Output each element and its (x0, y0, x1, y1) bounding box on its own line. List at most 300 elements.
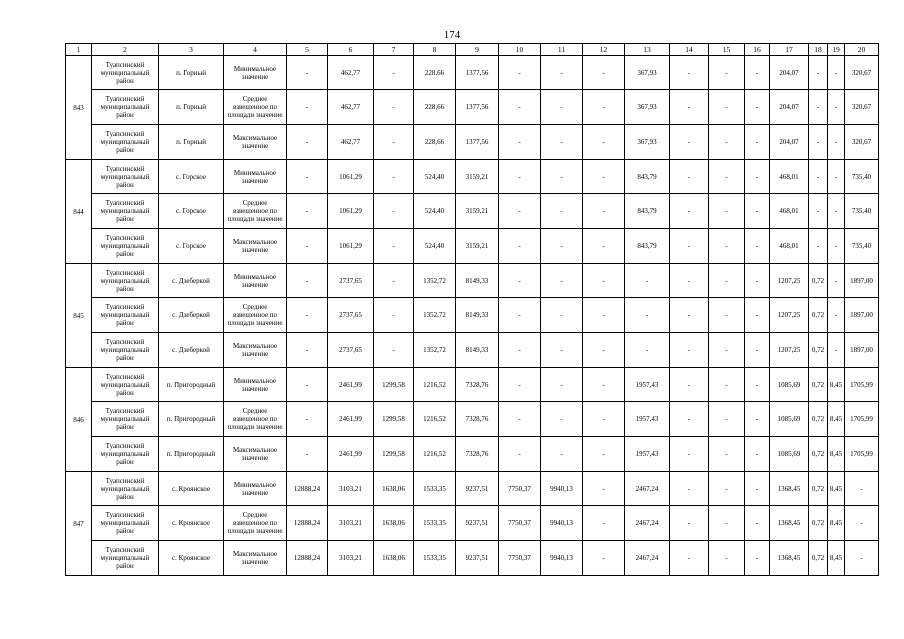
table-cell: 9940,13 (541, 541, 583, 576)
table-cell: - (845, 541, 879, 576)
table-cell: с. Дзеберкой (159, 333, 224, 368)
table-cell: - (583, 194, 625, 229)
table-cell: 1216,52 (414, 368, 456, 402)
table-cell: - (845, 506, 879, 541)
table-cell: - (287, 125, 328, 160)
table-cell: - (670, 472, 709, 506)
table-cell: - (374, 298, 414, 333)
table-cell: 1957,43 (625, 368, 670, 402)
table-cell: - (670, 264, 709, 298)
column-header: 16 (745, 44, 770, 56)
table-cell: - (583, 56, 625, 90)
table-cell: с. Дзеберкой (159, 264, 224, 298)
table-cell: 1377,56 (456, 56, 499, 90)
table-cell: Среднее взвешенное по площади значение (224, 402, 287, 437)
table-cell: 1061,29 (328, 194, 374, 229)
table-cell: 228,66 (414, 56, 456, 90)
table-cell: - (287, 368, 328, 402)
table-cell: 1352,72 (414, 333, 456, 368)
table-cell: - (828, 125, 845, 160)
column-header: 6 (328, 44, 374, 56)
table-cell: 0,72 (809, 402, 828, 437)
table-cell: - (499, 194, 541, 229)
table-cell: 1957,43 (625, 402, 670, 437)
table-cell: 367,93 (625, 125, 670, 160)
column-header: 5 (287, 44, 328, 56)
column-header: 10 (499, 44, 541, 56)
table-cell: - (374, 333, 414, 368)
table-cell: 843,79 (625, 229, 670, 264)
table-cell: 468,01 (770, 229, 809, 264)
table-cell: - (541, 402, 583, 437)
table-cell: 0,72 (809, 368, 828, 402)
table-row (66, 229, 879, 264)
table-cell: - (745, 56, 770, 90)
table-cell: - (670, 56, 709, 90)
column-header: 4 (224, 44, 287, 56)
table-cell: - (670, 229, 709, 264)
table-cell: Максимальное значение (224, 333, 287, 368)
table-cell: - (709, 506, 745, 541)
table-cell: - (374, 90, 414, 125)
table-row (66, 125, 879, 160)
table-cell: Туапсинский муниципальный район (92, 506, 159, 541)
table-cell: - (583, 368, 625, 402)
table-cell: 1352,72 (414, 264, 456, 298)
table-cell: Туапсинский муниципальный район (92, 472, 159, 506)
table-cell: 9237,51 (456, 472, 499, 506)
table-cell: - (809, 90, 828, 125)
table-cell: 228,66 (414, 90, 456, 125)
table-row (66, 333, 879, 368)
table-cell: - (625, 264, 670, 298)
table-cell: 8149,33 (456, 298, 499, 333)
table-cell: 320,67 (845, 90, 879, 125)
table-cell: с. Горское (159, 194, 224, 229)
table-cell: 8,45 (828, 437, 845, 472)
table-cell: 1897,00 (845, 298, 879, 333)
table-cell: 320,67 (845, 56, 879, 90)
table-cell: - (828, 333, 845, 368)
table-cell: - (374, 194, 414, 229)
table-cell: - (745, 333, 770, 368)
table-cell: 1207,25 (770, 264, 809, 298)
table-cell: Туапсинский муниципальный район (92, 437, 159, 472)
table-cell: 8,45 (828, 368, 845, 402)
table-cell: - (709, 264, 745, 298)
table-cell: 1368,45 (770, 506, 809, 541)
table-cell: - (625, 298, 670, 333)
table-cell: 2737,65 (328, 298, 374, 333)
table-cell: Туапсинский муниципальный район (92, 229, 159, 264)
table-cell: - (541, 229, 583, 264)
table-cell: - (709, 125, 745, 160)
table-cell: - (583, 437, 625, 472)
table-cell: п. Горный (159, 56, 224, 90)
table-row (66, 194, 879, 229)
table-cell: 367,93 (625, 56, 670, 90)
table-cell: - (541, 437, 583, 472)
table-cell: - (541, 160, 583, 194)
table-cell: 9237,51 (456, 541, 499, 576)
table-cell: 1705,99 (845, 437, 879, 472)
table-cell: 1216,52 (414, 437, 456, 472)
table-cell: п. Пригородный (159, 402, 224, 437)
table-cell: 9237,51 (456, 506, 499, 541)
table-cell: Туапсинский муниципальный район (92, 125, 159, 160)
table-cell: - (374, 229, 414, 264)
table-cell: - (499, 90, 541, 125)
table-cell: 0,72 (809, 437, 828, 472)
column-header: 7 (374, 44, 414, 56)
table-cell: 8,45 (828, 541, 845, 576)
table-cell: 1085,69 (770, 402, 809, 437)
table-cell: - (809, 56, 828, 90)
table-cell: 0,72 (809, 472, 828, 506)
table-cell: - (845, 472, 879, 506)
table-cell: Минимальное значение (224, 264, 287, 298)
table-cell: 1061,29 (328, 160, 374, 194)
table-cell: 3103,21 (328, 472, 374, 506)
table-cell: 1216,52 (414, 402, 456, 437)
table-cell: Туапсинский муниципальный район (92, 90, 159, 125)
table-cell: - (809, 229, 828, 264)
table-cell: - (670, 368, 709, 402)
table-cell: 3159,21 (456, 194, 499, 229)
table-cell: 468,01 (770, 194, 809, 229)
table-cell: - (541, 333, 583, 368)
table-cell: - (745, 472, 770, 506)
table-cell: 1299,58 (374, 437, 414, 472)
table-cell: 1377,56 (456, 90, 499, 125)
table-cell: 1533,35 (414, 541, 456, 576)
table-cell: Среднее взвешенное по площади значение (224, 506, 287, 541)
table-cell: - (583, 472, 625, 506)
table-cell: - (709, 229, 745, 264)
table-cell: - (499, 333, 541, 368)
table-cell: 1638,06 (374, 472, 414, 506)
table-cell: - (670, 194, 709, 229)
table-cell: 204,07 (770, 90, 809, 125)
table-cell: - (709, 541, 745, 576)
table-cell: - (499, 298, 541, 333)
table-cell: - (583, 160, 625, 194)
table-cell: - (745, 264, 770, 298)
column-header: 17 (770, 44, 809, 56)
table-row (66, 56, 879, 90)
table-cell: 1085,69 (770, 437, 809, 472)
table-cell: 462,77 (328, 56, 374, 90)
table-cell: - (670, 125, 709, 160)
table-cell: - (745, 506, 770, 541)
table-cell: Минимальное значение (224, 160, 287, 194)
table-cell: - (583, 541, 625, 576)
table-cell: Минимальное значение (224, 368, 287, 402)
table-cell: 0,72 (809, 541, 828, 576)
row-number: 847 (66, 472, 92, 576)
table-row (66, 90, 879, 125)
table-cell: 0,72 (809, 506, 828, 541)
table-cell: - (709, 194, 745, 229)
table-cell: - (287, 56, 328, 90)
table-cell: - (709, 56, 745, 90)
table-cell: 0,72 (809, 333, 828, 368)
table-cell: - (499, 264, 541, 298)
page-number: 174 (443, 29, 461, 41)
table-cell: 204,07 (770, 125, 809, 160)
table-cell: - (541, 194, 583, 229)
table-cell: 8,45 (828, 402, 845, 437)
table-cell: 1705,99 (845, 368, 879, 402)
table-cell: 1085,69 (770, 368, 809, 402)
table-cell: - (583, 333, 625, 368)
table-cell: с. Дзеберкой (159, 298, 224, 333)
table-row (66, 160, 879, 194)
table-cell: - (709, 368, 745, 402)
column-header: 2 (92, 44, 159, 56)
table-cell: Максимальное значение (224, 229, 287, 264)
table-cell: 12888,24 (287, 472, 328, 506)
table-cell: - (541, 125, 583, 160)
table-cell: - (583, 264, 625, 298)
table-cell: 1957,43 (625, 437, 670, 472)
table-cell: - (809, 194, 828, 229)
column-header: 19 (828, 44, 845, 56)
table-cell: 1897,00 (845, 264, 879, 298)
table-cell: 1705,99 (845, 402, 879, 437)
table-cell: - (541, 264, 583, 298)
table-cell: 2467,24 (625, 506, 670, 541)
table-cell: - (745, 402, 770, 437)
table-cell: Минимальное значение (224, 472, 287, 506)
table-cell: п. Горный (159, 90, 224, 125)
table-cell: - (745, 160, 770, 194)
table-cell: Максимальное значение (224, 125, 287, 160)
table-row (66, 402, 879, 437)
table-cell: - (828, 160, 845, 194)
table-cell: - (745, 229, 770, 264)
data-table (65, 43, 879, 576)
column-header: 12 (583, 44, 625, 56)
table-cell: Среднее взвешенное по площади значение (224, 298, 287, 333)
table-cell: - (287, 194, 328, 229)
table-cell: 9940,13 (541, 506, 583, 541)
table-cell: - (745, 437, 770, 472)
table-cell: - (499, 437, 541, 472)
table-cell: 7750,37 (499, 472, 541, 506)
table-cell: - (709, 298, 745, 333)
table-cell: - (745, 541, 770, 576)
table-cell: - (709, 90, 745, 125)
table-cell: - (541, 368, 583, 402)
table-cell: Туапсинский муниципальный район (92, 264, 159, 298)
table-cell: 1897,00 (845, 333, 879, 368)
table-cell: 468,01 (770, 160, 809, 194)
table-cell: с. Горское (159, 160, 224, 194)
table-cell: 9940,13 (541, 472, 583, 506)
table-cell: - (670, 506, 709, 541)
table-cell: - (809, 125, 828, 160)
column-header: 20 (845, 44, 879, 56)
table-cell: 735,40 (845, 194, 879, 229)
table-cell: - (499, 368, 541, 402)
table-cell: - (374, 56, 414, 90)
table-cell: - (583, 506, 625, 541)
row-number: 843 (66, 56, 92, 160)
table-cell: 1368,45 (770, 541, 809, 576)
table-cell: 8149,33 (456, 333, 499, 368)
table-cell: 7328,76 (456, 368, 499, 402)
table-cell: 1638,06 (374, 541, 414, 576)
table-cell: - (499, 229, 541, 264)
table-cell: Туапсинский муниципальный район (92, 368, 159, 402)
table-cell: - (287, 229, 328, 264)
table-cell: Максимальное значение (224, 541, 287, 576)
table-cell: 7328,76 (456, 437, 499, 472)
column-header: 11 (541, 44, 583, 56)
table-cell: - (709, 402, 745, 437)
table-cell: - (583, 298, 625, 333)
table-cell: 204,07 (770, 56, 809, 90)
table-cell: - (670, 541, 709, 576)
table-cell: п. Пригородный (159, 437, 224, 472)
table-cell: - (374, 264, 414, 298)
table-cell: 3159,21 (456, 229, 499, 264)
table-cell: - (583, 125, 625, 160)
table-cell: - (709, 160, 745, 194)
table-cell: - (828, 90, 845, 125)
table-cell: 1377,56 (456, 125, 499, 160)
table-cell: - (374, 160, 414, 194)
table-cell: 12888,24 (287, 541, 328, 576)
table-cell: - (583, 90, 625, 125)
table-cell: 3103,21 (328, 506, 374, 541)
table-cell: 1061,29 (328, 229, 374, 264)
table-cell: Туапсинский муниципальный район (92, 194, 159, 229)
table-cell: Туапсинский муниципальный район (92, 160, 159, 194)
table-cell: 2467,24 (625, 541, 670, 576)
table-cell: Туапсинский муниципальный район (92, 402, 159, 437)
table-cell: - (287, 160, 328, 194)
table-cell: 2461,99 (328, 368, 374, 402)
column-header: 13 (625, 44, 670, 56)
row-number: 846 (66, 368, 92, 472)
table-cell: - (745, 368, 770, 402)
table-cell: - (287, 90, 328, 125)
table-cell: 462,77 (328, 125, 374, 160)
table-cell: - (287, 264, 328, 298)
table-cell: 2461,99 (328, 437, 374, 472)
table-cell: 2737,65 (328, 264, 374, 298)
table-row (66, 437, 879, 472)
table-cell: - (709, 333, 745, 368)
table-cell: - (670, 298, 709, 333)
row-number: 844 (66, 160, 92, 264)
table-cell: с. Горское (159, 229, 224, 264)
table-cell: - (745, 90, 770, 125)
table-row (66, 298, 879, 333)
table-cell: 2461,99 (328, 402, 374, 437)
table-cell: 1533,35 (414, 472, 456, 506)
table-cell: - (287, 333, 328, 368)
table-cell: 735,40 (845, 229, 879, 264)
table-cell: 1368,45 (770, 472, 809, 506)
table-cell: 843,79 (625, 160, 670, 194)
table-cell: 735,40 (845, 160, 879, 194)
column-header: 8 (414, 44, 456, 56)
table-header-row (66, 44, 879, 56)
table-cell: 2467,24 (625, 472, 670, 506)
table-cell: Туапсинский муниципальный район (92, 541, 159, 576)
table-cell: - (670, 90, 709, 125)
table-cell: 7750,37 (499, 506, 541, 541)
table-cell: - (709, 472, 745, 506)
table-cell: - (709, 437, 745, 472)
table-cell: 0,72 (809, 264, 828, 298)
table-cell: - (828, 264, 845, 298)
table-cell: 12888,24 (287, 506, 328, 541)
table-cell: 8149,33 (456, 264, 499, 298)
table-cell: - (287, 298, 328, 333)
table-cell: п. Пригородный (159, 368, 224, 402)
table-cell: 524,40 (414, 229, 456, 264)
column-header: 1 (66, 44, 92, 56)
row-number: 845 (66, 264, 92, 368)
column-header: 14 (670, 44, 709, 56)
table-cell: - (828, 229, 845, 264)
table-cell: 1638,06 (374, 506, 414, 541)
table-cell: 1299,58 (374, 402, 414, 437)
table-cell: Туапсинский муниципальный район (92, 333, 159, 368)
table-cell: - (745, 298, 770, 333)
table-cell: - (541, 56, 583, 90)
table-cell: - (745, 125, 770, 160)
table-cell: Минимальное значение (224, 56, 287, 90)
table-cell: 1352,72 (414, 298, 456, 333)
table-cell: Туапсинский муниципальный район (92, 56, 159, 90)
table-cell: - (828, 194, 845, 229)
table-cell: Среднее взвешенное по площади значение (224, 194, 287, 229)
table-cell: - (583, 402, 625, 437)
table-cell: 1207,25 (770, 333, 809, 368)
table-cell: - (541, 90, 583, 125)
table-cell: - (828, 56, 845, 90)
table-cell: 524,40 (414, 194, 456, 229)
table-cell: - (745, 194, 770, 229)
column-header: 3 (159, 44, 224, 56)
table-cell: 524,40 (414, 160, 456, 194)
table-row (66, 368, 879, 402)
table-cell: - (625, 333, 670, 368)
table-cell: Туапсинский муниципальный район (92, 298, 159, 333)
column-header: 15 (709, 44, 745, 56)
table-cell: - (541, 298, 583, 333)
table-cell: - (828, 298, 845, 333)
table-cell: - (583, 229, 625, 264)
table-cell: с. Кроянское (159, 506, 224, 541)
table-row (66, 264, 879, 298)
table-cell: Максимальное значение (224, 437, 287, 472)
table-cell: - (499, 160, 541, 194)
table-cell: 0,72 (809, 298, 828, 333)
table-cell: 367,93 (625, 90, 670, 125)
table-cell: 843,79 (625, 194, 670, 229)
table-cell: 8,45 (828, 472, 845, 506)
table-cell: с. Кроянское (159, 472, 224, 506)
table-cell: 320,67 (845, 125, 879, 160)
table-cell: - (374, 125, 414, 160)
table-cell: - (670, 333, 709, 368)
